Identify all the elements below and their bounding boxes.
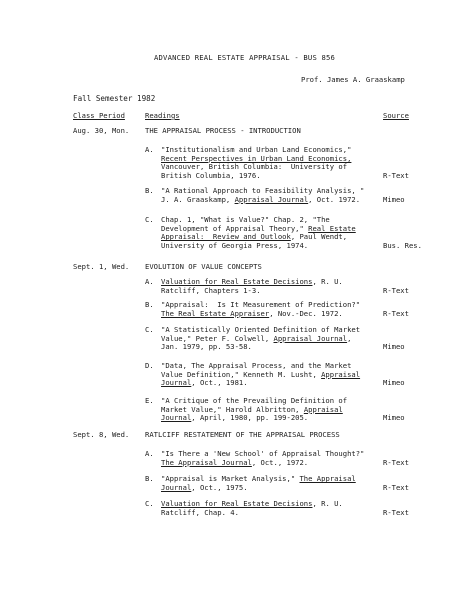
session-topic: RATLCIFF RESTATEMENT OF THE APPRAISAL PROCESS [145,430,340,439]
reading-source: Mimeo [383,194,405,204]
reading-source: Bus. Res. [383,240,422,250]
reading-item-letter: C. [145,215,154,224]
reading-item-letter: E. [145,396,154,405]
semester-label: Fall Semester 1982 [73,94,156,103]
reading-citation [161,362,381,388]
reading-text-line: "Appraisal: Is It Measurement of Prediction?" [161,300,361,309]
reading-citation [161,301,381,318]
reading-text-line: Development of Appraisal Theory," Real Estate [161,223,356,233]
reading-source: R-Text [383,308,409,318]
reading-source: R-Text [383,507,409,517]
reading-text-line: Ratcliff, Chapters 1-3. [161,285,261,295]
reading-source: Mimeo [383,342,405,352]
reading-citation [161,146,381,180]
reading-text-line: Valuation for Real Estate Decisions, R. U. [161,499,343,508]
reading-item-letter: B. [145,300,154,309]
reading-text-line: "Appraisal is Market Analysis," The Appraisal [161,474,356,483]
reading-item-letter: A. [145,145,154,154]
reading-text-line: British Columbia, 1976. [161,170,261,180]
reading-item-letter: C. [145,499,154,508]
reading-citation [161,187,381,204]
reading-item-letter: B. [145,186,154,195]
class-period-date: Sept. 1, Wed. [73,262,130,271]
reading-text-line: Vancouver, British Columbia: University of [161,162,348,172]
class-period-date: Sept. 8, Wed. [73,430,130,439]
column-header-class-period: Class Period [73,111,125,120]
session-topic: THE APPRAISAL PROCESS - INTRODUCTION [145,126,301,135]
reading-source: R-Text [383,170,409,180]
reading-text-line: Value Definition," Kenneth M. Lusht, Appraisal [161,369,361,379]
reading-text-line: Jan. 1979, pp. 53-58. [161,342,252,352]
reading-citation [161,397,381,423]
reading-citation [161,326,381,352]
reading-text-line: "A Rational Approach to Feasibility Analysis, " [161,186,365,195]
reading-source: Mimeo [383,378,405,388]
reading-text-line: Recent Perspectives in Urban Land Economics, [161,153,352,163]
reading-source: R-Text [383,482,409,492]
reading-source: R-Text [383,457,409,467]
reading-text-line: Journal, Oct., 1975. [161,482,248,492]
reading-text-line: "Institutionalism and Urban Land Economics," [161,145,352,154]
reading-text-line: "A Statistically Oriented Definition of Market [161,325,361,334]
column-header-source: Source [383,111,409,120]
column-header-readings: Readings [145,111,180,120]
reading-text-line: Valuation for Real Estate Decisions, R. U. [161,277,343,286]
reading-item-letter: B. [145,474,154,483]
reading-source: Mimeo [383,413,405,423]
reading-text-line: J. A. Graaskamp, Appraisal Journal, Oct. 1972. [161,194,361,204]
document-title: ADVANCED REAL ESTATE APPRAISAL - BUS 856 [154,53,336,62]
reading-text-line: The Real Estate Appraiser, Nov.-Dec. 1972. [161,308,343,318]
reading-citation [161,475,381,492]
reading-text-line: Journal, April, 1980, pp. 199-205. [161,413,309,423]
session-topic: EVOLUTION OF VALUE CONCEPTS [145,262,262,271]
reading-text-line: "Is There a 'New School' of Appraisal Thought?" [161,449,365,458]
reading-text-line: Ratcliff, Chap. 4. [161,507,239,517]
reading-citation [161,500,381,517]
reading-item-letter: D. [145,361,154,370]
reading-source: R-Text [383,285,409,295]
reading-citation [161,216,381,250]
reading-item-letter: A. [145,449,154,458]
reading-text-line: Market Value," Harold Albritton, Appraisal [161,404,343,414]
reading-text-line: The Appraisal Journal, Oct., 1972. [161,457,309,467]
reading-text-line: "A Critique of the Prevailing Definition of [161,396,348,405]
reading-text-line: Chap. 1, "What is Value?" Chap. 2, "The [161,215,330,224]
reading-citation [161,450,381,467]
reading-citation [161,278,381,295]
reading-text-line: Appraisal: Review and Outlook, Paul Wendt, [161,232,348,242]
reading-text-line: Value," Peter F. Colwell, Appraisal Journal, [161,333,352,343]
class-period-date: Aug. 30, Mon. [73,126,130,135]
instructor-name: Prof. James A. Graaskamp [301,75,405,84]
reading-text-line: "Data, The Appraisal Process, and the Market [161,361,352,370]
reading-text-line: University of Georgia Press, 1974. [161,240,309,250]
reading-item-letter: A. [145,277,154,286]
reading-item-letter: C. [145,325,154,334]
reading-text-line: Journal, Oct., 1981. [161,378,248,388]
